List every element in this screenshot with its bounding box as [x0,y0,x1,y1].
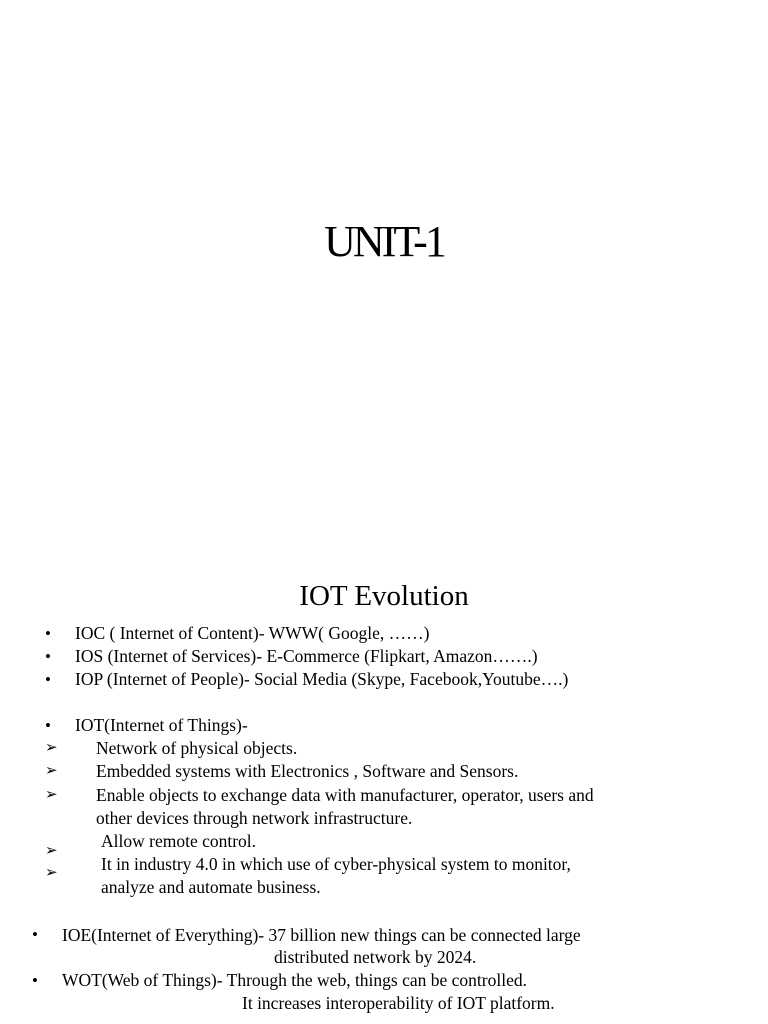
list-item-text: IOC ( Internet of Content)- WWW( Google, ……) [75,623,430,643]
arrow-icon: ➢ [45,763,58,779]
iot-point-text: Embedded systems with Electronics , Software and Sensors. [96,761,519,781]
iot-point-text: Enable objects to exchange data with manufacturer, operator, users and [96,785,594,805]
iot-point-text: It in industry 4.0 in which use of cyber-physical system to monitor, [101,854,571,874]
iot-point-text-continued: analyze and automate business. [101,877,321,897]
list-item-text: IOE(Internet of Everything)- 37 billion new things can be connected large [62,925,581,945]
bullet-icon: • [45,624,51,643]
list-item-text-continued: distributed network by 2024. [274,947,477,967]
arrow-icon: ➢ [45,843,58,859]
iot-point-text: Allow remote control. [101,831,257,851]
iot-point-text-continued: other devices through network infrastructure. [96,808,413,828]
bullet-icon: • [45,670,51,689]
bullet-icon: • [32,971,38,990]
iot-point-text: Network of physical objects. [96,738,298,758]
bullet-icon: • [45,716,51,735]
list-item-text: WOT(Web of Things)- Through the web, things can be controlled. [62,970,527,990]
section-title: IOT Evolution [299,580,469,612]
iot-heading: IOT(Internet of Things)- [75,715,248,735]
arrow-icon: ➢ [45,787,58,803]
unit-title: UNIT-1 [324,217,444,266]
arrow-icon: ➢ [45,740,58,756]
arrow-icon: ➢ [45,865,58,881]
bullet-icon: • [45,647,51,666]
list-item-text: IOP (Internet of People)- Social Media (Skype, Facebook,Youtube….) [75,669,569,689]
bullet-icon: • [32,925,38,944]
list-item-text-continued: It increases interoperability of IOT platform. [242,993,555,1013]
list-item-text: IOS (Internet of Services)- E-Commerce (Flipkart, Amazon…….) [75,646,538,666]
